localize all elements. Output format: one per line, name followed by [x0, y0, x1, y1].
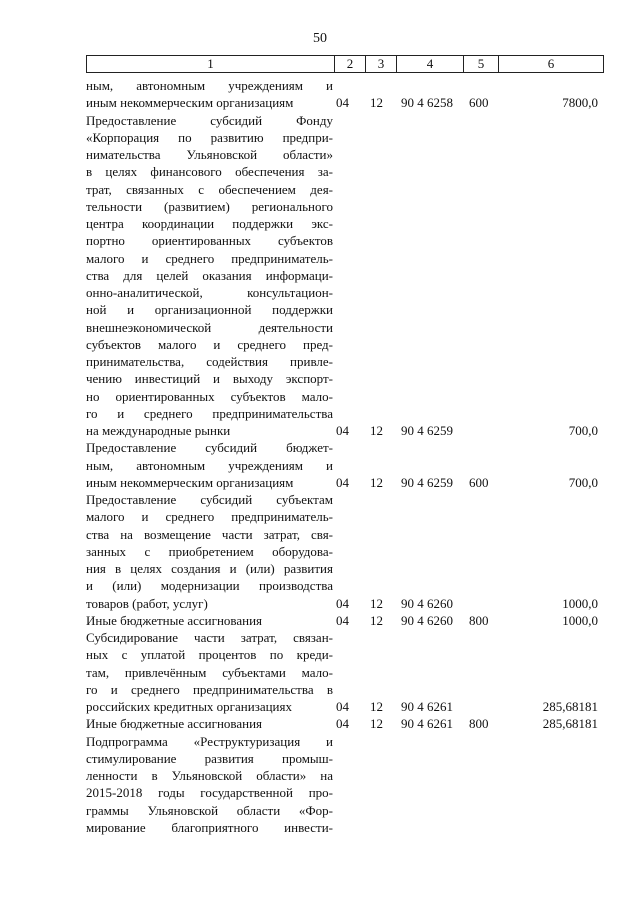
table-line — [0, 767, 640, 784]
table-line — [0, 595, 640, 612]
line-text: малого и среднего предприниматель- — [86, 509, 333, 525]
line-text: ным, автономным учреждениям и — [86, 457, 333, 473]
line-text: Предоставление субсидий субъектам — [86, 492, 333, 507]
section-code: 04 — [336, 474, 349, 490]
amount-value: 285,68181 — [542, 716, 598, 732]
line-text: го и среднего предпринимательства — [86, 405, 333, 421]
table-line — [0, 664, 640, 681]
section-code: 04 — [336, 716, 349, 732]
amount-value: 285,68181 — [542, 699, 598, 714]
line-text: тельности (развитием) регионального — [86, 198, 333, 214]
amount-value: 7800,0 — [562, 95, 598, 111]
subsection-code: 12 — [370, 595, 383, 611]
section-code: 04 — [336, 699, 349, 714]
table-line — [0, 560, 640, 577]
table-line — [0, 733, 640, 750]
target-article-code: 90 4 6261 — [401, 716, 453, 732]
line-text: субъектов малого и среднего пред- — [86, 336, 333, 352]
section-code: 04 — [336, 423, 349, 438]
section-code: 04 — [336, 95, 349, 111]
line-text: иным некоммерческим организациям — [86, 474, 294, 490]
line-text: центра координации поддержки экс- — [86, 216, 333, 231]
line-text: занных с приобретением оборудова- — [86, 543, 333, 559]
table-line — [0, 750, 640, 767]
line-text: там, привлечённым субъектами мало- — [86, 664, 333, 680]
amount-value: 700,0 — [568, 423, 598, 438]
line-text: Иные бюджетные ассигнования — [86, 612, 263, 628]
line-text: чению инвестиций и выходу экспорт- — [86, 371, 333, 387]
table-line — [0, 94, 640, 111]
table-line — [0, 146, 640, 163]
line-text: но ориентированных субъектов мало- — [86, 388, 333, 404]
column-header-3: 3 — [365, 55, 396, 73]
expense-type-code: 800 — [469, 612, 489, 628]
table-line — [0, 819, 640, 836]
table-line — [0, 129, 640, 146]
table-line — [0, 388, 640, 405]
target-article-code: 90 4 6259 — [401, 474, 453, 490]
target-article-code: 90 4 6260 — [401, 595, 453, 611]
line-text: «Корпорация по развитию предпри- — [86, 129, 333, 145]
table-line — [0, 77, 640, 94]
line-text: трат, связанных с обеспечением дея- — [86, 181, 333, 197]
table-line — [0, 681, 640, 698]
line-text: российских кредитных организациях — [86, 699, 292, 714]
table-line — [0, 336, 640, 353]
line-text: внешнеэкономической деятельности — [86, 319, 333, 335]
table-line — [0, 698, 640, 715]
column-header-6: 6 — [498, 55, 604, 73]
amount-value: 1000,0 — [562, 612, 598, 628]
line-text: ных с уплатой процентов по креди- — [86, 647, 333, 663]
line-text: 2015-2018 годы государственной про- — [86, 785, 333, 801]
table-line — [0, 284, 640, 301]
table-line — [0, 439, 640, 456]
amount-value: 700,0 — [568, 474, 598, 490]
column-header-4: 4 — [396, 55, 463, 73]
line-text: граммы Ульяновской области «Фор- — [86, 802, 333, 818]
target-article-code: 90 4 6260 — [401, 612, 453, 628]
line-text: товаров (работ, услуг) — [86, 595, 208, 611]
line-text: нимательства Ульяновской области» — [86, 147, 333, 162]
line-text: ства на возмещение части затрат, свя- — [86, 526, 333, 542]
line-text: онно-аналитической, консультацион- — [86, 285, 333, 300]
line-text: и (или) модернизации производства — [86, 578, 333, 594]
expense-type-code: 800 — [469, 716, 489, 732]
line-text: малого и среднего предприниматель- — [86, 250, 333, 266]
table-line — [0, 370, 640, 387]
amount-value: 1000,0 — [562, 595, 598, 611]
table-line — [0, 163, 640, 180]
section-code: 04 — [336, 612, 349, 628]
line-text: ства для целей оказания информаци- — [86, 267, 333, 283]
line-text: ленности в Ульяновской области» на — [86, 768, 333, 783]
table-line — [0, 215, 640, 232]
subsection-code: 12 — [370, 612, 383, 628]
line-text: иным некоммерческим организациям — [86, 95, 294, 111]
table-line — [0, 784, 640, 801]
line-text: ния в целях создания и (или) развития — [86, 561, 333, 576]
table-line — [0, 474, 640, 491]
table-line — [0, 612, 640, 629]
line-text: на международные рынки — [86, 423, 231, 438]
line-text: портно ориентированных субъектов — [86, 233, 333, 249]
line-text: принимательства, содействия привле- — [86, 354, 333, 369]
line-text: Иные бюджетные ассигнования — [86, 716, 263, 732]
table-line — [0, 267, 640, 284]
target-article-code: 90 4 6261 — [401, 699, 453, 714]
column-header-2: 2 — [334, 55, 365, 73]
column-header-1: 1 — [86, 55, 334, 73]
line-text: Подпрограмма «Реструктуризация и — [86, 733, 333, 749]
table-line — [0, 405, 640, 422]
line-text: Предоставление субсидий Фонду — [86, 112, 333, 128]
table-line — [0, 629, 640, 646]
table-line — [0, 353, 640, 370]
table-line — [0, 112, 640, 129]
table-line — [0, 491, 640, 508]
subsection-code: 12 — [370, 95, 383, 111]
table-line — [0, 301, 640, 318]
table-line — [0, 526, 640, 543]
table-line — [0, 319, 640, 336]
expense-type-code: 600 — [469, 95, 489, 111]
table-line — [0, 577, 640, 594]
section-code: 04 — [336, 595, 349, 611]
line-text: го и среднего предпринимательства в — [86, 681, 333, 697]
table-line — [0, 457, 640, 474]
target-article-code: 90 4 6259 — [401, 423, 453, 438]
line-text: Предоставление субсидий бюджет- — [86, 440, 333, 456]
table-line — [0, 646, 640, 663]
table-line — [0, 250, 640, 267]
line-text: ным, автономным учреждениям и — [86, 78, 333, 93]
expense-type-code: 600 — [469, 474, 489, 490]
line-text: в целях финансового обеспечения за- — [86, 164, 333, 180]
table-line — [0, 422, 640, 439]
page-number: 50 — [313, 31, 327, 46]
line-text: ной и организационной поддержки — [86, 302, 333, 318]
column-header-5: 5 — [463, 55, 498, 73]
line-text: мирование благоприятного инвести- — [86, 819, 333, 835]
table-line — [0, 232, 640, 249]
target-article-code: 90 4 6258 — [401, 95, 453, 111]
line-text: стимулирование развития промыш- — [86, 750, 333, 766]
table-line — [0, 802, 640, 819]
table-line — [0, 198, 640, 215]
table-line — [0, 715, 640, 732]
table-line — [0, 543, 640, 560]
subsection-code: 12 — [370, 423, 383, 438]
table-line — [0, 181, 640, 198]
table-line — [0, 508, 640, 525]
subsection-code: 12 — [370, 716, 383, 732]
subsection-code: 12 — [370, 474, 383, 490]
line-text: Субсидирование части затрат, связан- — [86, 630, 333, 645]
subsection-code: 12 — [370, 699, 383, 714]
